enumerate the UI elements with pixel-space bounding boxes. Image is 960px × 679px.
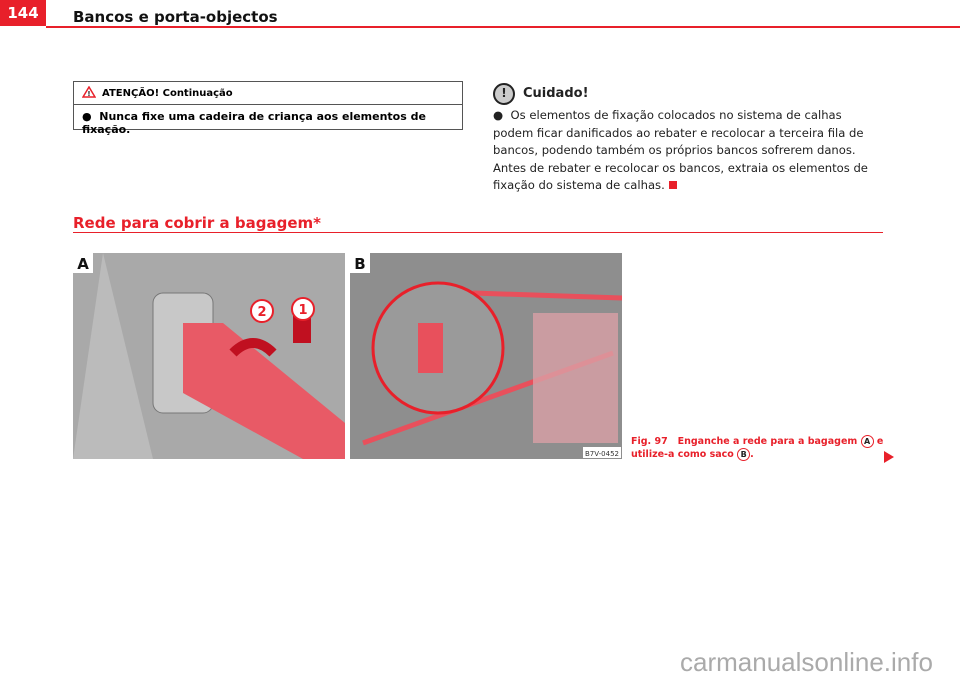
step-2-label: 2 xyxy=(257,305,267,320)
continue-arrow-icon xyxy=(884,451,894,463)
figure-label-a: A xyxy=(77,255,89,273)
figure-label-b: B xyxy=(354,255,366,273)
chapter-title: Bancos e porta-objectos xyxy=(73,8,278,26)
figure-illustration xyxy=(73,253,622,459)
figure-code: B7V-0452 xyxy=(585,450,619,458)
end-marker-icon xyxy=(669,181,677,189)
caution-box: ! Cuidado! ● Os elementos de fixação colocados no sistema de calhas podem ficar danificados ao rebater e recolocar a terceira fila de bancos, podendo também os próprios bancos sofrerem danos. Antes de rebater e recolocar os bancos, extraia os elementos de fixação do sistema de calhas. xyxy=(493,83,883,195)
watermark: carmanualsonline.info xyxy=(680,647,933,677)
caption-text-1: Enganche a rede para a bagagem xyxy=(677,436,858,447)
caption-label-a: A xyxy=(861,435,874,448)
exclamation-icon: ! xyxy=(493,83,515,105)
warning-title: ATENÇÃO! Continuação xyxy=(102,87,233,99)
caution-title: Cuidado! xyxy=(523,86,589,102)
caption-prefix: Fig. 97 xyxy=(631,436,668,447)
figure-97 xyxy=(73,253,622,459)
warning-item: Nunca fixe uma cadeira de criança aos elementos de fixação. xyxy=(82,110,426,136)
step-1-label: 1 xyxy=(298,303,308,318)
figure-caption xyxy=(631,435,891,461)
warning-triangle-icon xyxy=(82,86,96,101)
warning-box: ! ATENÇÃO! Continuação ● Nunca fixe uma cadeira de criança aos elementos de fixação. xyxy=(73,81,463,130)
section-title: Rede para cobrir a bagagem* xyxy=(73,214,321,232)
caution-text: Os elementos de fixação colocados no sistema de calhas podem ficar danificados ao rebater e recolocar a terceira fila de bancos, podendo também os próprios bancos sofrerem danos. Antes de rebater e recolocar os bancos, extraia os elementos de fixação do sistema de calhas. xyxy=(493,108,868,192)
page-number: 144 xyxy=(0,0,46,26)
svg-text:!: ! xyxy=(87,89,91,98)
caption-text-2: e utilize-a como saco xyxy=(631,436,884,460)
caption-label-b: B xyxy=(737,448,750,461)
section-rule xyxy=(73,232,883,233)
caption-end: . xyxy=(750,449,754,460)
header-rule xyxy=(46,26,960,28)
